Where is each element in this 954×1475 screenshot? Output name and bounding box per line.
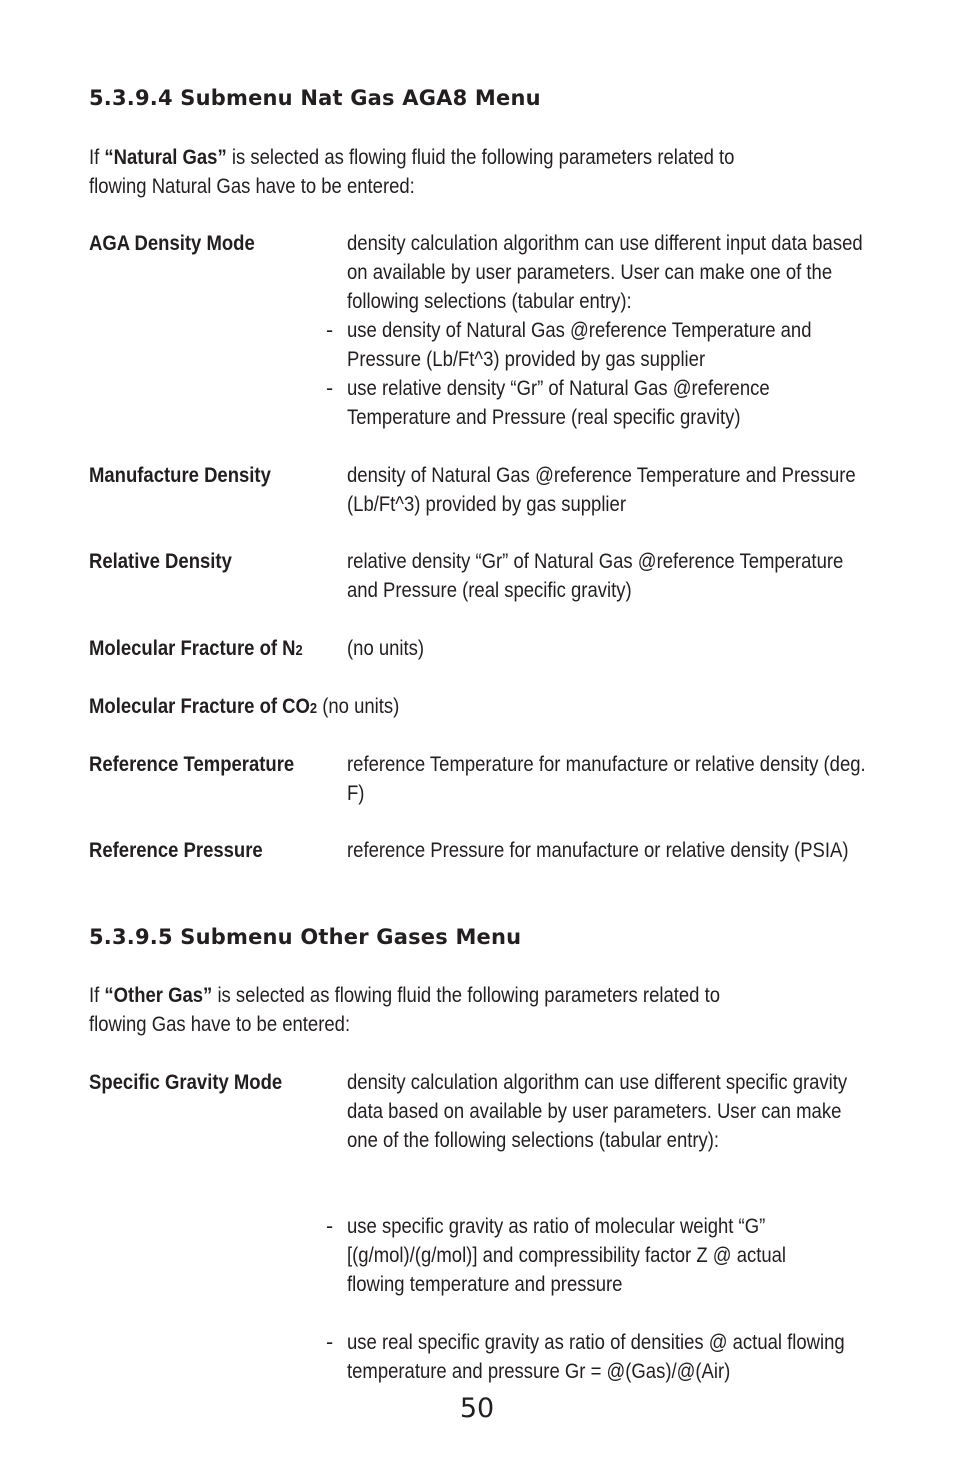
definition-manufacture-density: density of Natural Gas @reference Temperature and Pressure (Lb/Ft^3) provided by gas supplier — [347, 463, 856, 516]
term-specific-gravity-mode: Specific Gravity Mode — [89, 1070, 283, 1094]
intro-prefix: If — [89, 145, 105, 169]
intro-bold-natural-gas: “Natural Gas” — [104, 145, 227, 169]
section-heading-5-3-9-4: 5.3.9.4 Submenu Nat Gas AGA8 Menu — [89, 86, 541, 110]
bullet-marker: - — [326, 376, 334, 400]
option-density-natural-gas: use density of Natural Gas @reference Temperature and Pressure (Lb/Ft^3) provided by gas supplier — [347, 318, 812, 371]
term-relative-density: Relative Density — [89, 549, 232, 573]
intro-suffix: is selected as flowing fluid the following parameters related to flowing Gas have to be entered: — [89, 983, 721, 1036]
definition-specific-gravity-mode: density calculation algorithm can use different specific gravity data based on available by user parameters. User can make one of the following selections (tabular entry): — [347, 1070, 848, 1152]
option-relative-density: use relative density “Gr” of Natural Gas @reference Temperature and Pressure (real specific gravity) — [347, 376, 770, 429]
definition-reference-temperature: reference Temperature for manufacture or relative density (deg. F) — [347, 752, 866, 805]
term-subscript: 2 — [309, 700, 318, 717]
intro-suffix: is selected as flowing fluid the following parameters related to flowing Natural Gas have to be entered: — [89, 145, 735, 198]
term-reference-temperature: Reference Temperature — [89, 752, 295, 776]
definition-reference-pressure: reference Pressure for manufacture or relative density (PSIA) — [347, 838, 849, 862]
term-molecular-fracture-co2 — [89, 692, 399, 723]
bullet-marker: - — [326, 1330, 334, 1354]
bullet-marker: - — [326, 1214, 334, 1238]
section-heading-5-3-9-5: 5.3.9.5 Submenu Other Gases Menu — [89, 925, 522, 949]
term-text: Molecular Fracture of CO — [89, 694, 310, 718]
term-text: Molecular Fracture of N — [89, 636, 296, 660]
bullet-marker: - — [326, 318, 334, 342]
definition-aga-density-mode: density calculation algorithm can use different input data based on available by user parameters. User can make one of the following selections (tabular entry): — [347, 231, 863, 313]
definition-molecular-fracture-n2: (no units) — [347, 636, 425, 660]
definition-relative-density: relative density “Gr” of Natural Gas @reference Temperature and Pressure (real specific gravity) — [347, 549, 844, 602]
intro-prefix: If — [89, 983, 105, 1007]
term-molecular-fracture-n2 — [89, 634, 303, 665]
option-real-specific-gravity: use real specific gravity as ratio of densities @ actual flowing temperature and pressure Gr = @(Gas)/@(Air) — [347, 1330, 845, 1383]
page-number: 50 — [459, 1393, 495, 1424]
intro-paragraph-natural-gas — [89, 143, 768, 201]
term-aga-density-mode: AGA Density Mode — [89, 231, 255, 255]
term-reference-pressure: Reference Pressure — [89, 838, 263, 862]
option-specific-gravity-molecular-weight: use specific gravity as ratio of molecular weight “G” [(g/mol)/(g/mol)] and compressibility factor Z @ actual flowing temperature and pressure — [347, 1214, 787, 1296]
term-subscript: 2 — [295, 642, 303, 659]
term-manufacture-density: Manufacture Density — [89, 463, 271, 487]
definition-molecular-fracture-co2: (no units) — [322, 694, 400, 718]
intro-paragraph-other-gas — [89, 981, 768, 1039]
intro-bold-other-gas: “Other Gas” — [104, 983, 213, 1007]
